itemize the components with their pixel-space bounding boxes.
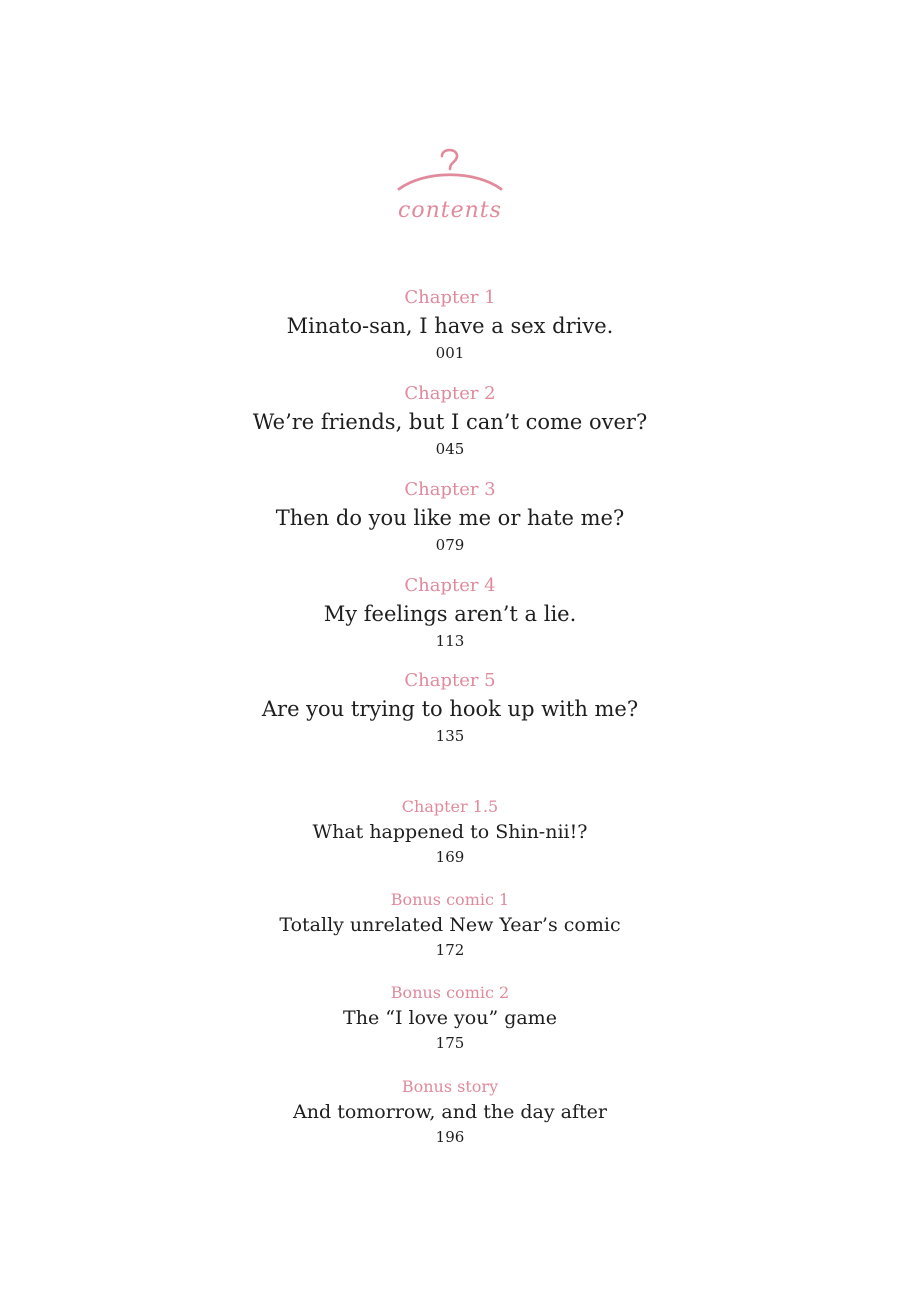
chapter-title: Are you trying to hook up with me?	[261, 697, 639, 721]
toc-entry-bonus-comic-1[interactable]	[0, 889, 900, 961]
page-number: 196	[435, 1128, 465, 1146]
toc-entry-chapter-1-5[interactable]	[0, 796, 900, 868]
page-number: 135	[435, 727, 465, 745]
chapter-title: Then do you like me or hate me?	[275, 506, 625, 530]
page-number: 172	[435, 941, 465, 959]
extra-title: What happened to Shin-nii!?	[312, 821, 588, 843]
toc-entry-chapter-2[interactable]	[0, 382, 900, 460]
toc-entry-chapter-3[interactable]	[0, 478, 900, 556]
extra-label: Bonus story	[401, 1077, 499, 1096]
contents-title: contents	[398, 198, 502, 223]
chapter-label: Chapter 4	[404, 575, 496, 596]
extra-title: The “I love you” game	[343, 1007, 557, 1029]
toc-entry-chapter-5[interactable]	[0, 669, 900, 747]
chapter-label: Chapter 2	[404, 383, 496, 404]
chapter-label: Chapter 5	[404, 670, 496, 691]
page-number: 045	[435, 440, 465, 458]
page-number: 169	[435, 848, 465, 866]
toc-entry-chapter-1[interactable]	[0, 286, 900, 364]
page-number: 175	[435, 1034, 465, 1052]
chapter-title: We’re friends, but I can’t come over?	[252, 410, 648, 434]
chapter-label: Chapter 3	[404, 479, 496, 500]
page-number: 079	[435, 536, 465, 554]
page-number: 001	[435, 344, 465, 362]
toc-entry-chapter-4[interactable]	[0, 574, 900, 652]
extra-label: Chapter 1.5	[401, 797, 499, 816]
extra-title: And tomorrow, and the day after	[293, 1101, 607, 1123]
extra-title: Totally unrelated New Year’s comic	[279, 914, 621, 936]
toc-entry-bonus-story[interactable]	[0, 1076, 900, 1148]
extra-label: Bonus comic 1	[390, 890, 510, 909]
chapter-label: Chapter 1	[404, 287, 496, 308]
chapter-title: Minato-san, I have a sex drive.	[286, 314, 614, 338]
contents-header	[0, 144, 900, 223]
extra-label: Bonus comic 2	[390, 983, 510, 1002]
chapter-title: My feelings aren’t a lie.	[323, 602, 577, 626]
hanger-icon	[395, 144, 505, 192]
page-number: 113	[435, 632, 465, 650]
toc-entry-bonus-comic-2[interactable]	[0, 982, 900, 1054]
